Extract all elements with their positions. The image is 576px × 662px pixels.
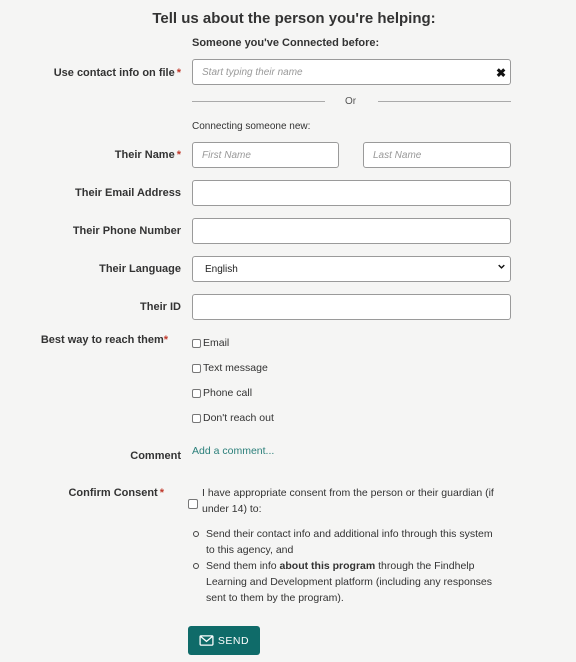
- reach-label-text: Best way to reach them: [40, 334, 164, 346]
- reach-option-label: Text message: [203, 362, 268, 374]
- required-marker: *: [159, 487, 164, 499]
- form-title: Tell us about the person you're helping:: [152, 10, 436, 27]
- send-label: SEND: [217, 634, 250, 647]
- email-field[interactable]: [192, 180, 511, 206]
- checkbox[interactable]: [192, 339, 201, 348]
- last-name-placeholder: Last Name: [373, 149, 422, 161]
- consent-bullet-1-line-1: Send their contact info and additional info through this system: [206, 528, 493, 540]
- name-label: [115, 149, 181, 161]
- consent-bullet-2-pre: Send them info: [206, 560, 280, 572]
- name-label-text: Their Name: [114, 149, 175, 161]
- last-name-input[interactable]: [363, 142, 511, 168]
- consent-bullet-2-post: through the Findhelp: [375, 560, 475, 572]
- language-label: Their Language: [99, 263, 181, 275]
- envelope-icon: [199, 635, 214, 646]
- consent-bullet-2-line-3: sent to them by the program).: [206, 592, 344, 604]
- connecting-new-heading: Connecting someone new:: [192, 121, 311, 132]
- reach-option-label: Email: [203, 337, 230, 349]
- required-marker: *: [176, 67, 181, 79]
- or-text: Or: [345, 96, 357, 107]
- add-comment-link[interactable]: Add a comment...: [192, 445, 275, 457]
- their-id-label: Their ID: [140, 301, 181, 313]
- reach-option-email[interactable]: [192, 337, 229, 349]
- chevron-down-icon: [498, 263, 505, 270]
- consent-bullet-1-line-2: to this agency, and: [206, 544, 294, 556]
- consent-line-2: under 14) to:: [202, 503, 262, 515]
- consent-label: [68, 487, 164, 499]
- connected-before-heading: Someone you've Connected before:: [192, 37, 380, 49]
- send-button[interactable]: [188, 626, 260, 655]
- first-name-input[interactable]: [192, 142, 339, 168]
- phone-label: Their Phone Number: [72, 225, 181, 237]
- language-select[interactable]: [192, 256, 511, 282]
- checkbox[interactable]: [192, 389, 201, 398]
- phone-field[interactable]: [192, 218, 511, 244]
- consent-bullets: [192, 526, 522, 606]
- consent-line-1: I have appropriate consent from the person or their guardian (if: [202, 487, 494, 499]
- consent-bullet-2-line-1: [206, 558, 522, 574]
- consent-label-text: Confirm Consent: [68, 487, 158, 499]
- reach-label: [41, 334, 168, 346]
- reach-option-none[interactable]: [192, 412, 274, 424]
- email-label: Their Email Address: [75, 187, 181, 199]
- reach-option-label: Phone call: [203, 387, 253, 399]
- their-id-field[interactable]: [192, 294, 511, 320]
- close-icon[interactable]: ✖: [495, 66, 506, 80]
- consent-bullet-2-line-2: Learning and Development platform (including any responses: [206, 576, 493, 588]
- required-marker: *: [163, 334, 168, 346]
- checkbox[interactable]: [192, 414, 201, 423]
- divider-right: [378, 101, 511, 102]
- contact-search-input[interactable]: [192, 59, 511, 85]
- divider-left: [192, 101, 325, 102]
- consent-checkbox[interactable]: [188, 499, 198, 509]
- consent-bullet-1: [192, 526, 522, 558]
- contact-info-label: [54, 67, 181, 79]
- checkbox[interactable]: [192, 364, 201, 373]
- reach-option-text[interactable]: [192, 362, 268, 374]
- contact-search-placeholder: Start typing their name: [202, 66, 303, 78]
- first-name-placeholder: First Name: [202, 149, 251, 161]
- contact-info-label-text: Use contact info on file: [53, 67, 175, 79]
- language-selected-value: English: [205, 263, 238, 275]
- consent-bullet-2-bold: about this program: [279, 560, 376, 572]
- reach-option-phone[interactable]: [192, 387, 252, 399]
- required-marker: *: [176, 149, 181, 161]
- comment-label: Comment: [130, 450, 181, 462]
- consent-statement: [202, 485, 522, 517]
- reach-option-label: Don't reach out: [203, 412, 274, 424]
- consent-bullet-2: [192, 558, 522, 606]
